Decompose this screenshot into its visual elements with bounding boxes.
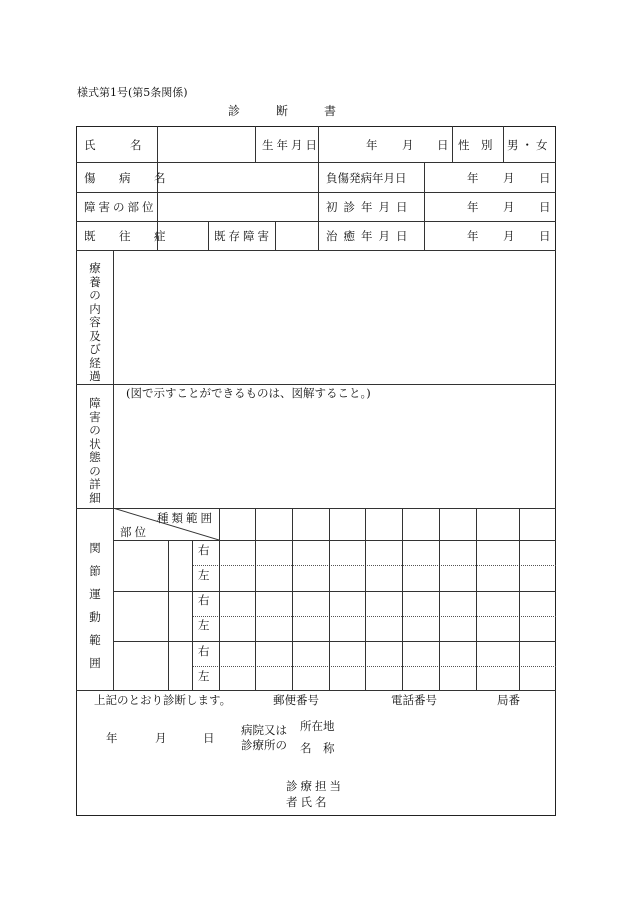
hospital-label-2: 診療所の	[241, 738, 287, 752]
rom-left-3: 左	[198, 669, 210, 683]
birth-year: 年	[366, 138, 378, 152]
exchange-label: 局番	[497, 693, 520, 707]
birth-day: 日	[437, 138, 449, 152]
condition-note: (図で示すことができるものは、図解すること。)	[126, 386, 371, 400]
sign-day: 日	[203, 731, 215, 745]
rom-type-range-label: 種類範囲	[157, 511, 215, 525]
doctor-label-1: 診療担当	[286, 779, 344, 793]
facility-name-label: 名 称	[300, 741, 335, 755]
first-visit-day: 日	[539, 200, 551, 214]
rom-right-1: 右	[198, 543, 210, 557]
birth-month: 月	[402, 138, 414, 152]
rom-label: 関節運動範囲	[89, 541, 101, 670]
existing-disability-label: 既存障害	[214, 229, 272, 243]
cure-year: 年	[467, 229, 479, 243]
document-title: 診 断 書	[228, 104, 337, 118]
first-visit-year: 年	[467, 200, 479, 214]
condition-label: 障害の状態の詳細	[89, 396, 101, 505]
first-visit-month: 月	[503, 200, 515, 214]
onset-year: 年	[467, 171, 479, 185]
doctor-label-2: 者氏名	[286, 795, 330, 809]
cure-month: 月	[503, 229, 515, 243]
name-label: 氏 名	[84, 138, 142, 152]
rom-right-2: 右	[198, 593, 210, 607]
form-id: 様式第1号(第5条関係)	[77, 86, 188, 99]
birth-date-label: 生年月日	[262, 138, 320, 152]
location-label: 所在地	[300, 719, 335, 733]
phone-number-label: 電話番号	[391, 693, 437, 707]
diagnosis-statement: 上記のとおり診断します。	[94, 693, 232, 707]
treatment-label: 療養の内容及び経過	[89, 261, 101, 383]
first-visit-label: 初診年月日	[326, 200, 414, 214]
onset-date-label: 負傷発病年月日	[326, 171, 407, 185]
injury-site-label: 障害の部位	[84, 200, 157, 214]
rom-right-3: 右	[198, 644, 210, 658]
medical-history-label: 既 往 症	[84, 229, 172, 243]
disease-label: 傷 病 名	[84, 171, 172, 185]
rom-left-1: 左	[198, 568, 210, 582]
onset-day: 日	[539, 171, 551, 185]
sex-label: 性 別	[458, 138, 493, 152]
sign-year: 年	[106, 731, 118, 745]
hospital-label-1: 病院又は	[241, 723, 287, 737]
sign-month: 月	[155, 731, 167, 745]
sex-value: 男・女	[507, 138, 551, 152]
rom-site-label: 部位	[120, 525, 149, 539]
cure-day: 日	[539, 229, 551, 243]
postal-code-label: 郵便番号	[273, 693, 319, 707]
rom-left-2: 左	[198, 618, 210, 632]
cure-date-label: 治癒年月日	[326, 229, 414, 243]
onset-month: 月	[503, 171, 515, 185]
